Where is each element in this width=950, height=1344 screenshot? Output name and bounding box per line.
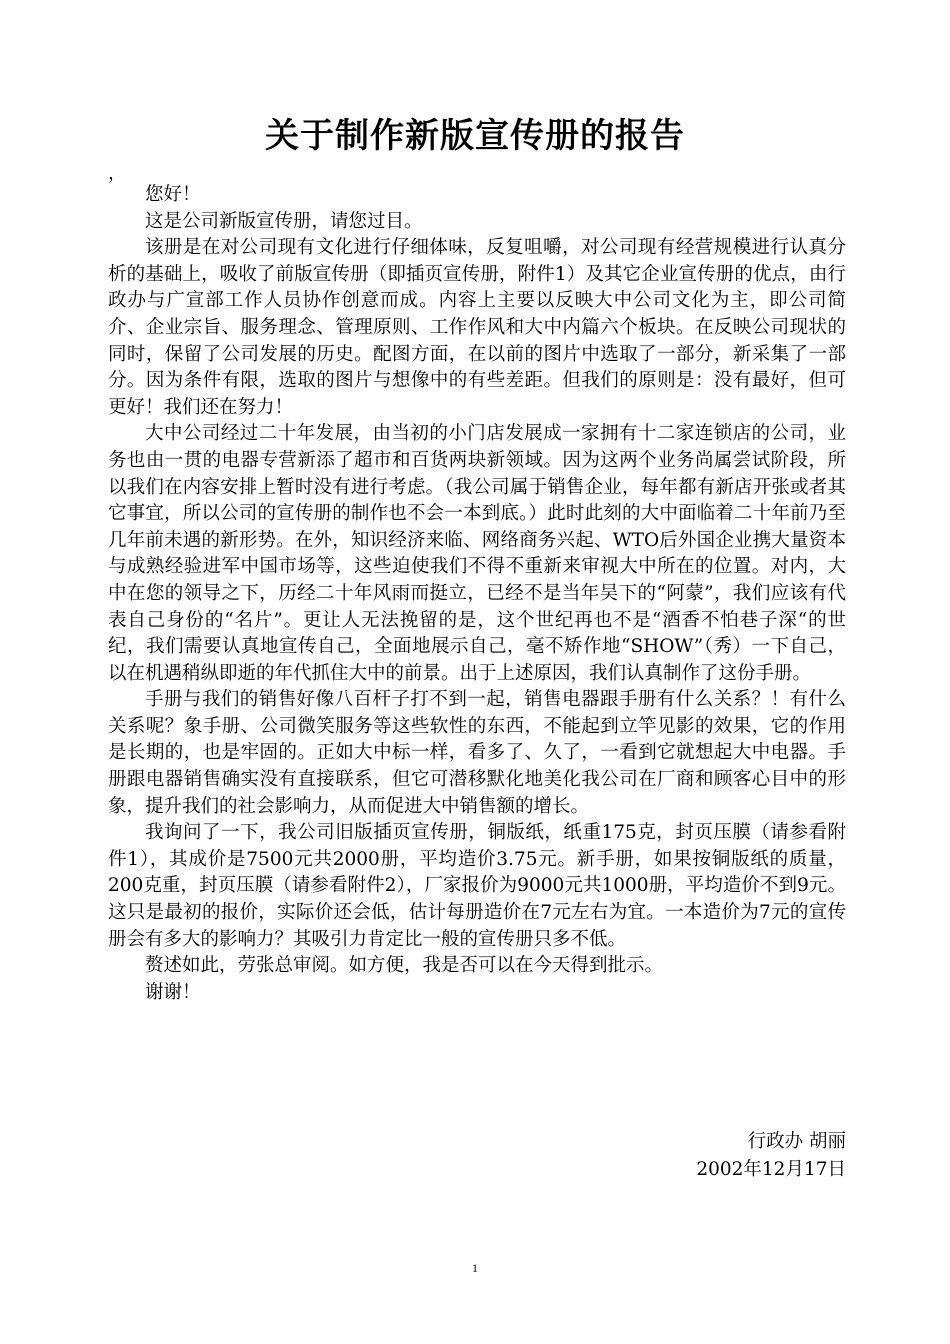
thanks-paragraph: 谢谢！ — [145, 981, 201, 1003]
greeting-paragraph: 您好！ — [145, 184, 201, 205]
content-paragraph-3: 手册与我们的销售好像八百杆子打不到一起，销售电器跟手册有什么关系？！有什么关系呢？象手册、公司微笑服务等这些软性的东西，不能起到立竿见影的效果，它的作用是长期的，也是牢固的。正如大中标一样，看多了、久了，一看到它就想起大中电器。手册跟电器销售确实没有直接联系，但它可潜移默化地美化我公司在厂商和顾客心目中的形象，提升我们的社会影响力，从而促进大中销售额的增长。 — [108, 689, 846, 817]
closing-request-paragraph: 赘述如此，劳张总审阅。如方便，我是否可以在今天得到批示。 — [145, 955, 664, 977]
content-paragraph-1: 该册是在对公司现有文化进行仔细体味，反复咀嚼，对公司现有经营规模进行认真分析的基础上，吸收了前版宣传册（即插页宣传册，附件1）及其它企业宣传册的优点，由行政办与广宣部工作人员协作创意而成。内容上主要以反映大中公司文化为主，即公司简介、企业宗旨、服务理念、管理原则、工作作风和大中内篇六个板块。在反映公司现状的同时，保留了公司发展的历史。配图方面，在以前的图片中选取了一部分，新采集了一部分。因为条件有限，选取的图片与想像中的有些差距。但我们的原则是：没有最好，但可更好！我们还在努力！ — [108, 237, 846, 418]
content-paragraph-2: 大中公司经过二十年发展，由当初的小门店发展成一家拥有十二家连锁店的公司，业务也由一贯的电器专营新添了超市和百货两块新领域。因为这两个业务尚属尝试阶段，所以我们在内容安排上暂时没有进行考虑。（我公司属于销售企业，每年都有新店开张或者其它事宜，所以公司的宣传册的制作也不会一本到底。）此时此刻的大中面临着二十年前乃至几年前未遇的新形势。在外，知识经济来临、网络商务兴起、WTO后外国企业携大量资本与成熟经验进军中国市场等，这些迫使我们不得不重新来审视大中所在的位置。对内，大中在您的领导之下，历经二十年风雨而挺立，已经不是当年吴下的“阿蒙”，我们应该有代表自己身份的“名片”。更让人无法挽留的是，这个世纪再也不是“酒香不怕巷子深“的世纪，我们需要认真地宣传自己，全面地展示自己，毫不矫作地“SHOW”（秀）一下自己，以在机遇稍纵即逝的年代抓住大中的前景。出于上述原因，我们认真制作了这份手册。 — [108, 423, 846, 684]
document-body — [108, 182, 846, 1006]
signature-date: 2002年12月17日 — [696, 1159, 846, 1180]
content-paragraph-4: 我询问了一下，我公司旧版插页宣传册，铜版纸，纸重175克，封页压膜（请参看附件1），其成价是7500元共2000册，平均造价3.75元。新手册，如果按铜版纸的质量，200克重，封页压膜（请参看附件2），厂家报价为9000元共1000册，平均造价不到9元。这只是最初的报价，实际价还会低，估计每册造价在7元左右为宜。一本造价为7元的宣传册会有多大的影响力？其吸引力肯定比一般的宣传册只多不低。 — [108, 822, 846, 950]
document-title: 关于制作新版宣传册的报告 — [265, 116, 685, 156]
signature-author: 行政办 胡丽 — [747, 1131, 846, 1152]
intro-paragraph: 这是公司新版宣传册，请您过目。 — [145, 210, 423, 232]
page-number: 1 — [472, 1261, 478, 1275]
salutation-line: ， — [108, 163, 126, 184]
signature-block — [696, 1128, 846, 1184]
